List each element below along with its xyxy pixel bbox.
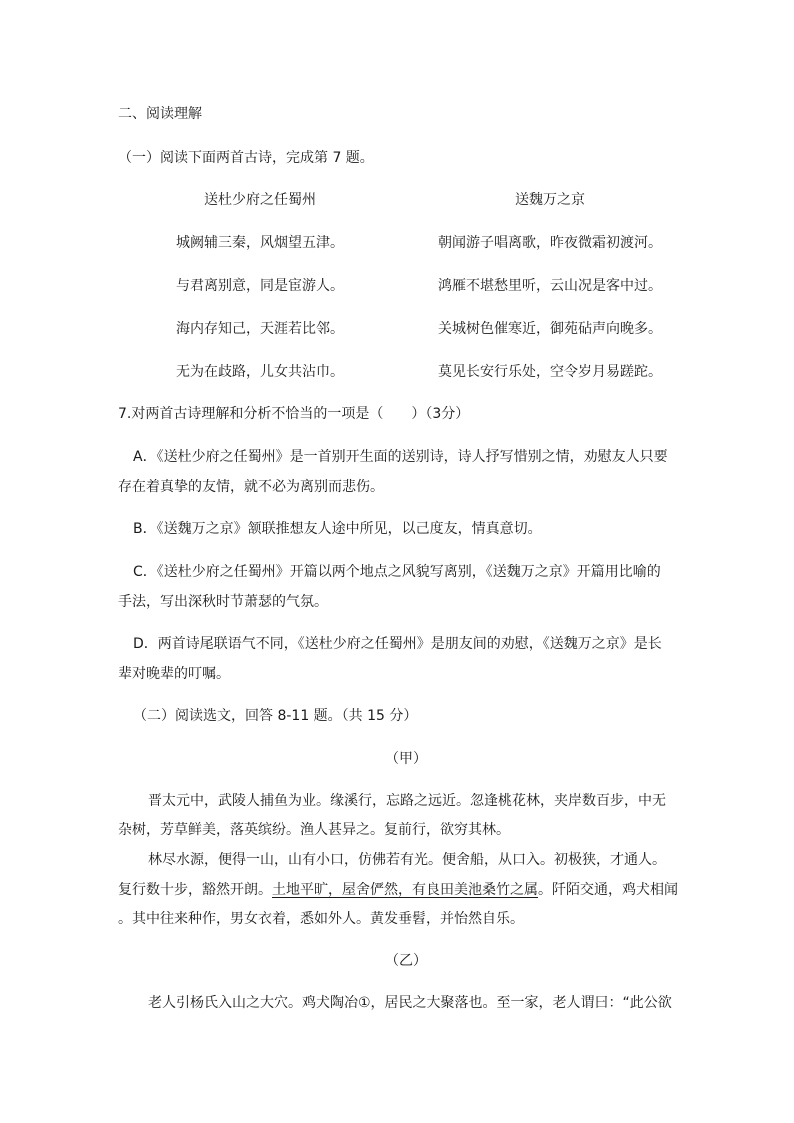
option-a-line: 存在着真挚的友情，就不必为离别而悲伤。 xyxy=(118,479,384,495)
poem2-line: 关城树色催寒近，御苑砧声向晚多。 xyxy=(438,321,662,337)
poem1-line: 与君离别意，同是宦游人。 xyxy=(176,278,344,294)
part2-intro: （二）阅读选文，回答 8-11 题。（共 15 分） xyxy=(133,708,418,724)
passage-jia-line: 晋太元中，武陵人捕鱼为业。缘溪行，忘路之远近。忽逢桃花林，夹岸数百步，中无 xyxy=(148,793,666,809)
option-c-line: 手法，写出深秋时节萧瑟的气氛。 xyxy=(118,594,328,610)
passage-jia-text: 。阡陌交通，鸡犬相闻 xyxy=(538,882,678,898)
passage-jia-line xyxy=(118,880,678,900)
option-b-line: B．《送魏万之京》颔联推想友人途中所见，以己度友，情真意切。 xyxy=(133,521,542,537)
option-d-line: 辈对晚辈的叮嘱。 xyxy=(118,666,230,682)
poem2-line: 朝闻游子唱离歌，昨夜微霜初渡河。 xyxy=(438,235,662,251)
poem2-line: 莫见长安行乐处，空令岁月易蹉跎。 xyxy=(438,364,662,380)
passage-jia-text: 复行数十步，豁然开朗。 xyxy=(118,882,272,898)
poem2-title: 送魏万之京 xyxy=(515,192,585,208)
poem1-title: 送杜少府之任蜀州 xyxy=(204,192,316,208)
passage-jia-heading: （甲） xyxy=(385,751,427,767)
option-d-line: D．两首诗尾联语气不同，《送杜少府之任蜀州》是朋友间的劝慰，《送魏万之京》是长 xyxy=(133,636,662,652)
passage-jia-line: 林尽水源，便得一山，山有小口，仿佛若有光。便舍船，从口入。初极狭，才通人。 xyxy=(148,852,666,868)
part1-intro: （一）阅读下面两首古诗，完成第 7 题。 xyxy=(118,150,374,166)
poem1-line: 城阙辅三秦，风烟望五津。 xyxy=(176,235,344,251)
poem1-line: 海内存知己，天涯若比邻。 xyxy=(176,321,344,337)
section-heading: 二、阅读理解 xyxy=(118,106,202,122)
option-a-line: A．《送杜少府之任蜀州》是一首别开生面的送别诗，诗人抒写惜别之情，劝慰友人只要 xyxy=(133,449,668,465)
poem2-line: 鸿雁不堪愁里听，云山况是客中过。 xyxy=(438,278,662,294)
question-7-stem: 7.对两首古诗理解和分析不恰当的一项是（ ）（3分） xyxy=(118,406,470,422)
passage-jia-line: 。其中往来种作，男女衣着，悉如外人。黄发垂髫，并怡然自乐。 xyxy=(118,911,524,927)
underlined-sentence: 土地平旷，屋舍俨然，有良田美池桑竹之属 xyxy=(272,882,538,898)
passage-yi-line: 老人引杨氏入山之大穴。鸡犬陶冶①，居民之大聚落也。至一家，老人谓曰：“此公欲 xyxy=(148,995,672,1011)
passage-yi-heading: （乙） xyxy=(385,953,427,969)
poem1-line: 无为在歧路，儿女共沾巾。 xyxy=(176,364,344,380)
option-c-line: C．《送杜少府之任蜀州》开篇以两个地点之风貌写离别，《送魏万之京》开篇用比喻的 xyxy=(133,564,661,580)
passage-jia-line: 杂树，芳草鲜美，落英缤纷。渔人甚异之。复前行，欲穷其林。 xyxy=(118,822,510,838)
